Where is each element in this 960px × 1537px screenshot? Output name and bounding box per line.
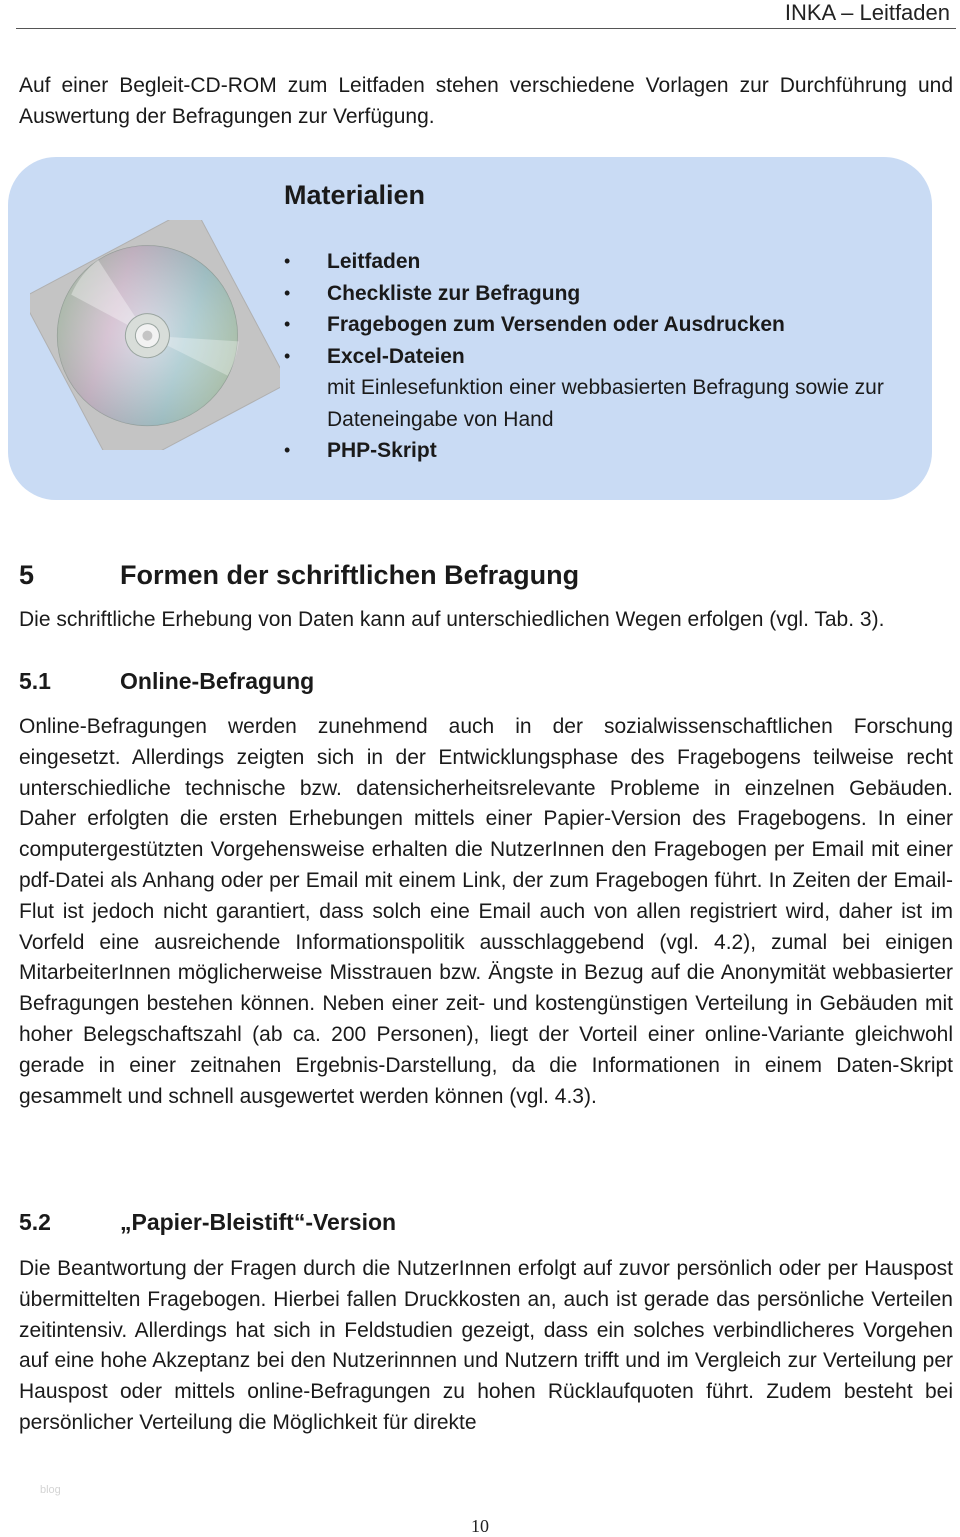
- page-header: [16, 0, 956, 29]
- section-number: 5: [19, 560, 35, 590]
- bullet-icon: •: [284, 282, 291, 303]
- section-title: Online-Befragung: [120, 668, 315, 694]
- material-label: PHP-Skript: [327, 439, 437, 462]
- watermark: blog: [40, 1484, 61, 1496]
- material-label: Leitfaden: [327, 250, 421, 273]
- list-item: [284, 435, 904, 467]
- material-label: Excel-Dateien: [327, 344, 465, 368]
- section-number: 5.2: [19, 1209, 51, 1235]
- bullet-icon: •: [284, 314, 291, 334]
- list-item: [284, 278, 904, 310]
- section-title: Formen der schriftlichen Befragung: [120, 560, 580, 590]
- section-5-2-heading: [19, 1209, 396, 1236]
- bullet-icon: •: [284, 345, 291, 366]
- material-description: mit Einlesefunktion einer webbasierten Befragung sowie zur Dateneingabe von Hand: [327, 376, 884, 431]
- bullet-icon: •: [284, 440, 291, 460]
- materials-list: [284, 246, 904, 467]
- section-5-1-heading: [19, 668, 314, 695]
- section-5-1-text: Online-Befragungen werden zunehmend auch in der sozialwissenschaftlichen Forschung eingesetzt. Allerdings zeigten sich in der Entwicklungsphase des Fragebogens teilweise recht unterschiedliche technische bzw. datensicherheitsrelevante Probleme in einzelnen Gebäuden. Daher erfolgten die ersten Erhebungen mittels einer Papier-Version des Fragebogens. In einer computergestützten Vorgehensweise erhalten die NutzerInnen den Fragebogen per Email mit einer pdf-Datei als Anhang oder per Email mit einem Link, der zum Fragebogen führt. In Zeiten der Email-Flut ist jedoch nicht garantiert, dass solch eine Email auch von allen registriert wird, daher ist im Vorfeld eine ausreichende Informationspolitik ausschlaggebend (vgl. 4.2), zumal bei einigen MitarbeiterInnen möglicherweise Misstrauen bzw. Ängste in Bezug auf die Anonymität webbasierter Befragungen bestehen können. Neben einer zeit- und kostengünstigen Verteilung in Gebäuden mit hoher Belegschaftszahl (ab ca. 200 Personen), liegt der Vorteil einer online-Variante gleichwohl gerade in einer zeitnahen Ergebnis-Darstellung, da die Informationen in einem Daten-Skript gesammelt und schnell ausgewertet werden können (vgl. 4.3).: [19, 715, 953, 1108]
- material-label: Checkliste zur Befragung: [327, 281, 581, 305]
- materials-title: Materialien: [284, 180, 426, 210]
- page-number: 10: [471, 1516, 489, 1536]
- header-title: INKA – Leitfaden: [784, 0, 950, 25]
- list-item: [284, 341, 904, 436]
- material-label: Fragebogen zum Versenden oder Ausdrucken: [327, 313, 785, 336]
- list-item: [284, 309, 904, 341]
- section-number: 5.1: [19, 668, 51, 694]
- section-title: „Papier-Bleistift“-Version: [120, 1209, 397, 1235]
- section-5-text: Die schriftliche Erhebung von Daten kann auf unterschiedlichen Wegen erfolgen (vgl. Tab. 3).: [19, 608, 885, 631]
- section-5-2-text: Die Beantwortung der Fragen durch die NutzerInnen erfolgt auf zuvor persönlich oder per Hauspost übermittelten Fragebogen. Hierbei fallen Druckkosten an, auch ist gerade das persönliche Verteilen zeitintensiv. Allerdings hat sich in Feldstudien gezeigt, dass ein solches verbindlicheres Vorgehen auf eine hohe Akzeptanz bei den Nutzerinnnen und Nutzern trifft und im Vergleich zur Verteilung per Hauspost oder mittels online-Befragungen zu hohen Rücklaufquoten führt. Zudem besteht bei persönlicher Verteilung die Möglichkeit für direkte: [19, 1257, 953, 1434]
- section-5-heading: [19, 560, 579, 591]
- cd-rom-icon: [30, 220, 280, 450]
- list-item: [284, 246, 904, 278]
- cd-rom-image: [30, 220, 280, 450]
- intro-paragraph: Auf einer Begleit-CD-ROM zum Leitfaden stehen verschiedene Vorlagen zur Durchführung und Auswertung der Befragungen zur Verfügung.: [19, 74, 953, 128]
- bullet-icon: •: [284, 251, 291, 271]
